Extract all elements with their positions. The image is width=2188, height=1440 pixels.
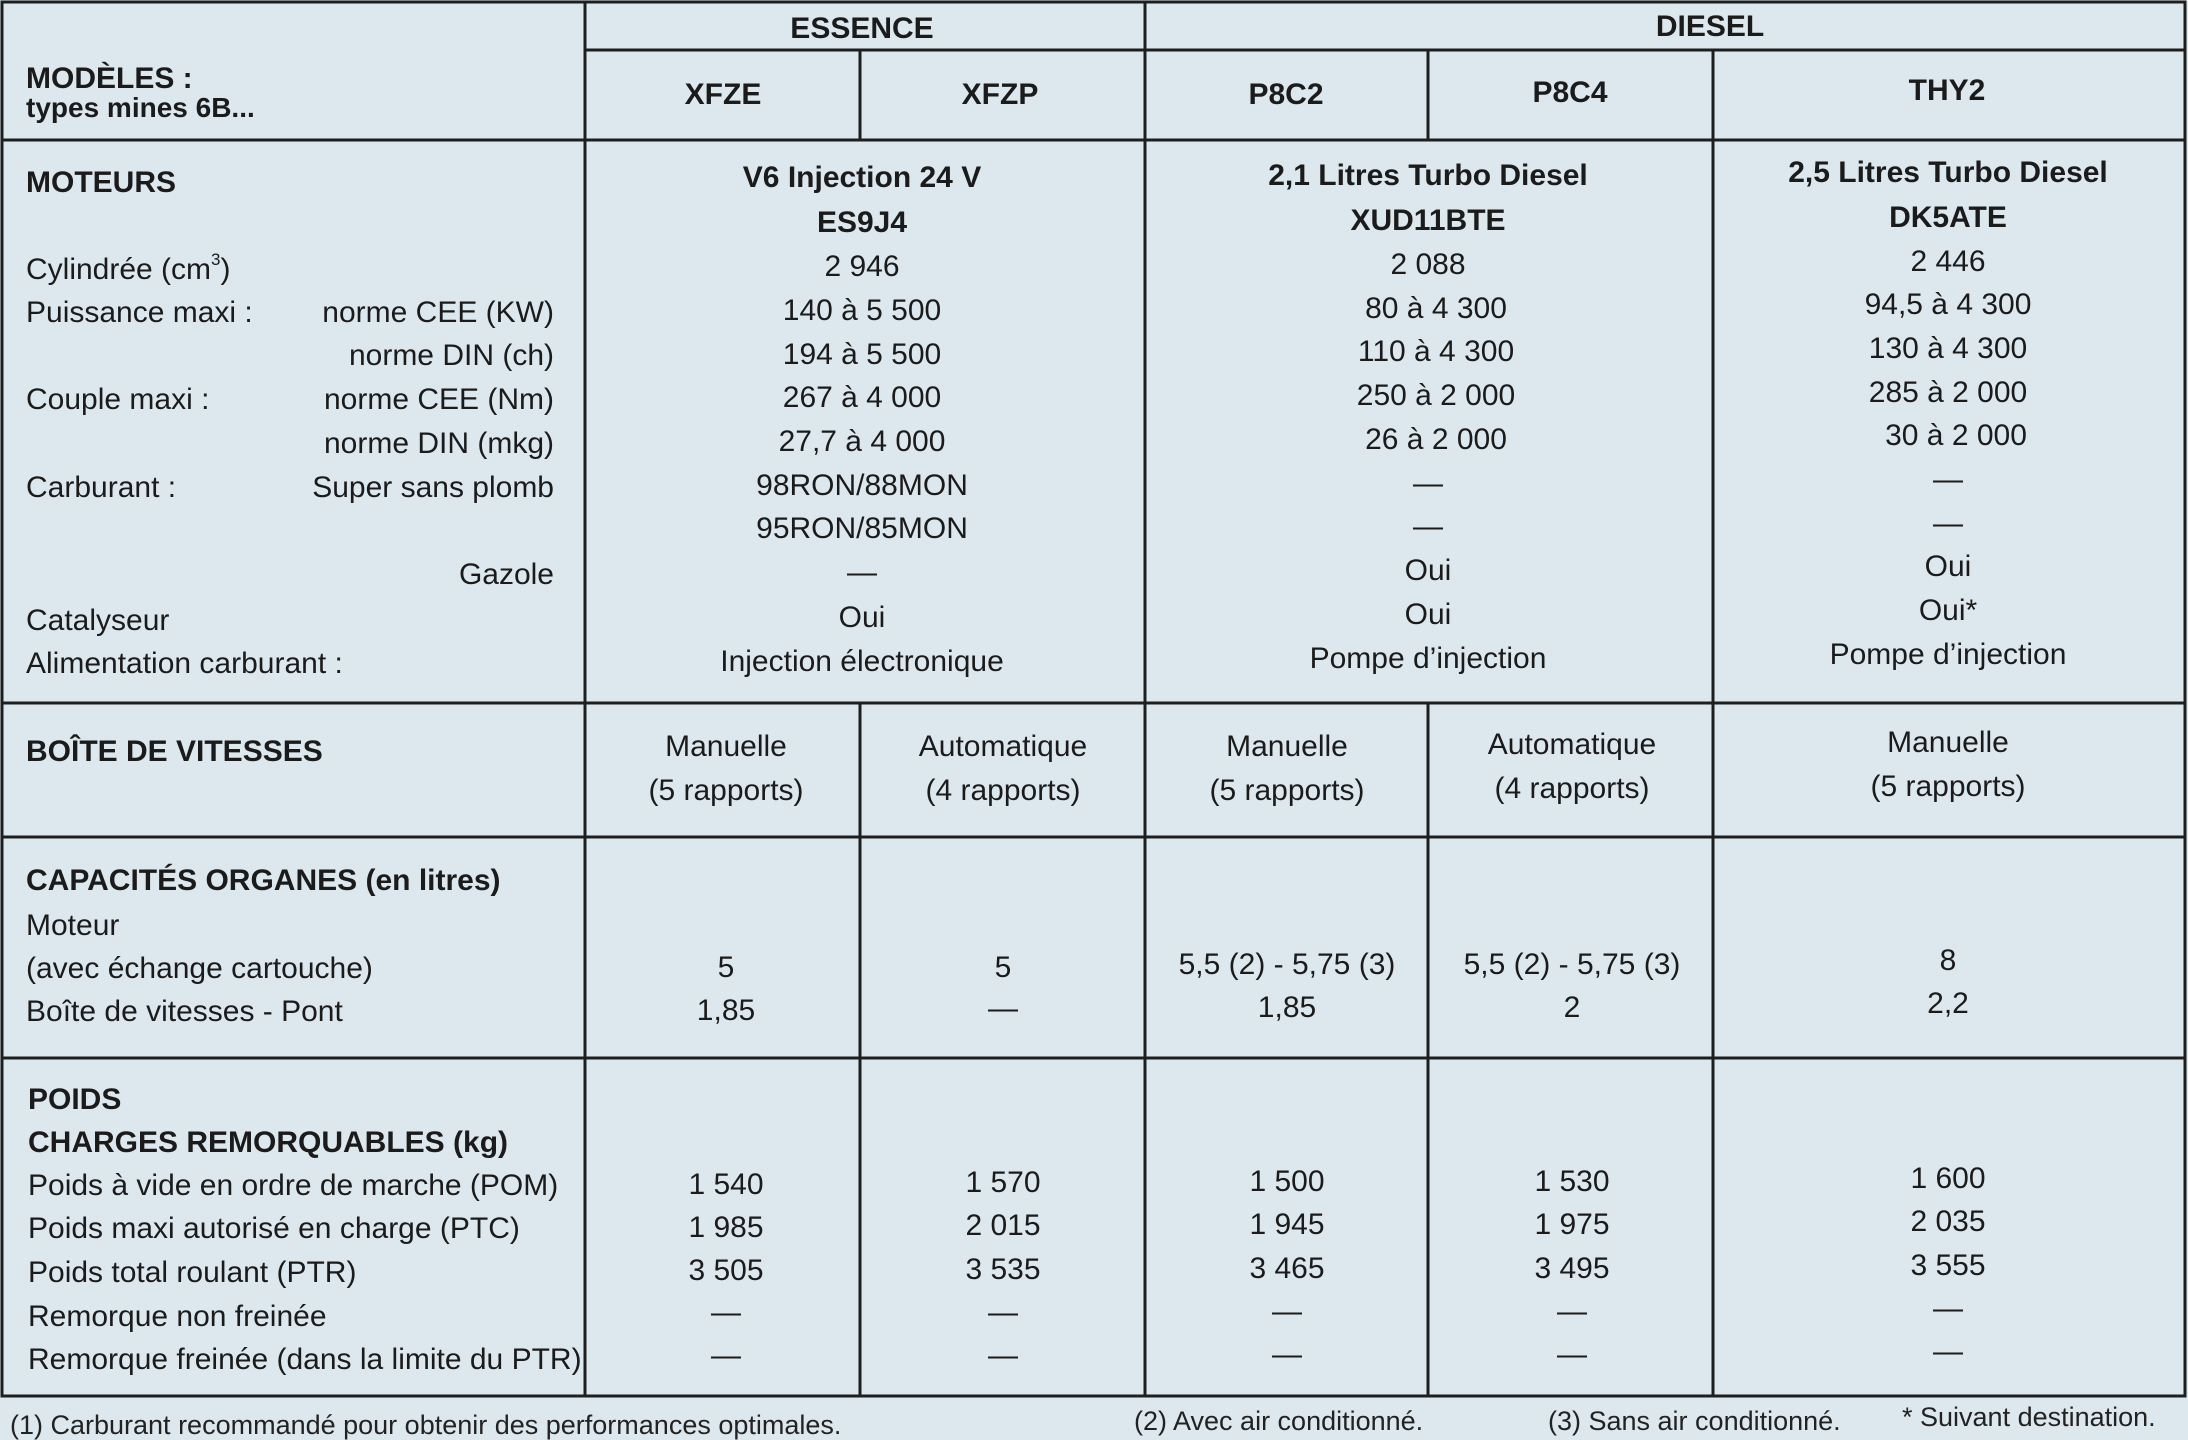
footnote-4: * Suivant destination. bbox=[1902, 1402, 2156, 1432]
label-gazole: Gazole bbox=[458, 558, 554, 591]
label-boite-pont: Boîte de vitesses - Pont bbox=[26, 995, 343, 1028]
group-essence-label: ESSENCE bbox=[790, 12, 934, 45]
td21-engine-name: 2,1 Litres Turbo Diesel bbox=[1268, 159, 1588, 192]
td21-gazole: Oui bbox=[1404, 554, 1452, 587]
td21-cylindree: 2 088 bbox=[1390, 248, 1466, 281]
group-diesel-label: DIESEL bbox=[1655, 10, 1765, 43]
label-pom: Poids à vide en ordre de marche (POM) bbox=[28, 1169, 559, 1202]
pom-xfzp: 1 570 bbox=[965, 1166, 1041, 1199]
td25-alimentation: Pompe d’injection bbox=[1829, 638, 2067, 671]
models-label: MODÈLES : bbox=[26, 62, 193, 95]
pom-thy2: 1 600 bbox=[1910, 1162, 1986, 1195]
td25-catalyseur: Oui* bbox=[1918, 594, 1978, 627]
label-remorque-non-freinee: Remorque non freinée bbox=[28, 1300, 327, 1333]
td25-cee-nm: 285 à 2 000 bbox=[1868, 376, 2028, 409]
v6-engine-name: V6 Injection 24 V bbox=[742, 161, 982, 194]
cap-moteur-p8c2: 5,5 (2) - 5,75 (3) bbox=[1178, 948, 1396, 981]
td21-super-2: — bbox=[1413, 510, 1443, 543]
cap-boite-p8c4: 2 bbox=[1563, 991, 1581, 1024]
td21-catalyseur: Oui bbox=[1404, 598, 1452, 631]
v6-cylindree: 2 946 bbox=[824, 250, 900, 283]
ptr-p8c4: 3 495 bbox=[1534, 1252, 1610, 1285]
label-cylindree: Cylindrée $(cm^3)$ bbox=[26, 250, 231, 286]
ptc-p8c2: 1 945 bbox=[1249, 1208, 1325, 1241]
rf-thy2: — bbox=[1933, 1335, 1963, 1368]
ptc-p8c4: 1 975 bbox=[1534, 1208, 1610, 1241]
rnf-xfzp: — bbox=[988, 1296, 1018, 1329]
gearbox-xfzp-type: Automatique bbox=[918, 730, 1088, 763]
ptc-thy2: 2 035 bbox=[1910, 1205, 1986, 1238]
v6-super-2: 95RON/85MON bbox=[756, 512, 968, 545]
cap-boite-xfze: 1,85 bbox=[696, 994, 756, 1027]
rnf-thy2: — bbox=[1933, 1292, 1963, 1325]
rnf-p8c4: — bbox=[1557, 1295, 1587, 1328]
v6-cee-nm: 267 à 4 000 bbox=[782, 381, 942, 414]
label-norme-din-mkg: norme DIN (mkg) bbox=[323, 427, 554, 460]
cap-moteur-xfzp: 5 bbox=[994, 951, 1012, 984]
label-norme-cee-nm: norme CEE (Nm) bbox=[323, 383, 554, 416]
td21-din-mkg: 26 à 2 000 bbox=[1365, 423, 1507, 456]
ptr-thy2: 3 555 bbox=[1910, 1249, 1986, 1282]
label-puissance: Puissance maxi : bbox=[26, 296, 253, 329]
ptr-xfze: 3 505 bbox=[688, 1254, 764, 1287]
gearbox-p8c4-type: Automatique bbox=[1487, 728, 1657, 761]
label-carburant: Carburant : bbox=[26, 471, 177, 504]
td21-engine-code: XUD11BTE bbox=[1350, 204, 1506, 237]
td25-engine-code: DK5ATE bbox=[1889, 201, 2007, 234]
v6-engine-code: ES9J4 bbox=[816, 206, 908, 239]
label-moteur: Moteur bbox=[26, 909, 120, 942]
ptr-p8c2: 3 465 bbox=[1249, 1252, 1325, 1285]
rf-xfze: — bbox=[711, 1339, 741, 1372]
label-super-sans-plomb: Super sans plomb bbox=[312, 471, 554, 504]
ptr-xfzp: 3 535 bbox=[965, 1253, 1041, 1286]
rnf-xfze: — bbox=[711, 1296, 741, 1329]
v6-din-mkg: 27,7 à 4 000 bbox=[778, 425, 946, 458]
label-norme-cee-kw: norme CEE (KW) bbox=[322, 296, 554, 329]
label-remorque-freinee: Remorque freinée (dans la limite du PTR) bbox=[28, 1343, 582, 1376]
gearbox-thy2-type: Manuelle bbox=[1887, 726, 2009, 759]
cap-moteur-p8c4: 5,5 (2) - 5,75 (3) bbox=[1463, 948, 1681, 981]
td25-cylindree: 2 446 bbox=[1910, 245, 1986, 278]
footnote-1: (1) Carburant recommandé pour obtenir des performances optimales. bbox=[10, 1410, 842, 1440]
label-alimentation: Alimentation carburant : bbox=[26, 647, 343, 680]
cap-boite-thy2: 2,2 bbox=[1927, 987, 1969, 1020]
v6-super-1: 98RON/88MON bbox=[756, 469, 968, 502]
label-norme-din-ch: norme DIN (ch) bbox=[348, 339, 554, 372]
td21-super-1: — bbox=[1413, 467, 1443, 500]
gearbox-p8c4-ratios: (4 rapports) bbox=[1494, 772, 1650, 805]
section-engines-label: MOTEURS bbox=[26, 166, 176, 199]
td21-cee-kw: 80 à 4 300 bbox=[1365, 292, 1507, 325]
label-moteur-cartouche: (avec échange cartouche) bbox=[26, 952, 373, 985]
label-catalyseur: Catalyseur bbox=[26, 604, 170, 637]
section-towing-label: CHARGES REMORQUABLES (kg) bbox=[28, 1126, 509, 1159]
model-xfze: XFZE bbox=[684, 78, 762, 111]
gearbox-p8c2-type: Manuelle bbox=[1226, 730, 1348, 763]
model-p8c4: P8C4 bbox=[1532, 76, 1608, 109]
ptc-xfze: 1 985 bbox=[688, 1211, 764, 1244]
cap-boite-xfzp: — bbox=[988, 992, 1018, 1025]
td25-super-2: — bbox=[1933, 507, 1963, 540]
model-p8c2: P8C2 bbox=[1248, 78, 1324, 111]
rf-p8c4: — bbox=[1557, 1338, 1587, 1371]
rf-p8c2: — bbox=[1272, 1338, 1302, 1371]
rnf-p8c2: — bbox=[1272, 1295, 1302, 1328]
v6-catalyseur: Oui bbox=[838, 601, 886, 634]
pom-xfze: 1 540 bbox=[688, 1168, 764, 1201]
ptc-xfzp: 2 015 bbox=[965, 1209, 1041, 1242]
td25-super-1: — bbox=[1933, 463, 1963, 496]
model-thy2: THY2 bbox=[1908, 74, 1986, 107]
td21-alimentation: Pompe d’injection bbox=[1309, 642, 1547, 675]
v6-din-ch: 194 à 5 500 bbox=[782, 338, 942, 371]
td21-din-ch: 110 à 4 300 bbox=[1357, 335, 1515, 368]
rf-xfzp: — bbox=[988, 1339, 1018, 1372]
v6-alimentation: Injection électronique bbox=[720, 645, 1004, 678]
pom-p8c4: 1 530 bbox=[1534, 1165, 1610, 1198]
td25-din-mkg: 30 à 2 000 bbox=[1885, 419, 2027, 452]
section-gearbox-label: BOÎTE DE VITESSES bbox=[26, 735, 323, 768]
cap-moteur-thy2: 8 bbox=[1939, 944, 1957, 977]
td25-din-ch: 130 à 4 300 bbox=[1868, 332, 2028, 365]
gearbox-xfze-type: Manuelle bbox=[665, 730, 787, 763]
footnote-3: (3) Sans air conditionné. bbox=[1548, 1406, 1841, 1436]
gearbox-xfzp-ratios: (4 rapports) bbox=[925, 774, 1081, 807]
label-ptc: Poids maxi autorisé en charge (PTC) bbox=[28, 1212, 520, 1245]
cap-boite-p8c2: 1,85 bbox=[1257, 991, 1317, 1024]
section-weights-label: POIDS bbox=[28, 1083, 122, 1116]
td25-gazole: Oui bbox=[1924, 550, 1972, 583]
pom-p8c2: 1 500 bbox=[1249, 1165, 1325, 1198]
v6-gazole: — bbox=[847, 556, 877, 589]
label-ptr: Poids total roulant (PTR) bbox=[28, 1256, 357, 1289]
cap-moteur-xfze: 5 bbox=[717, 951, 735, 984]
label-couple: Couple maxi : bbox=[26, 383, 210, 416]
td25-engine-name: 2,5 Litres Turbo Diesel bbox=[1788, 156, 2108, 189]
models-sublabel: types mines 6B... bbox=[26, 92, 255, 123]
td25-cee-kw: 94,5 à 4 300 bbox=[1864, 288, 2032, 321]
footnote-2: (2) Avec air conditionné. bbox=[1134, 1406, 1424, 1436]
td21-cee-nm: 250 à 2 000 bbox=[1356, 379, 1516, 412]
gearbox-thy2-ratios: (5 rapports) bbox=[1870, 770, 2026, 803]
model-xfzp: XFZP bbox=[961, 78, 1039, 111]
v6-cee-kw: 140 à 5 500 bbox=[782, 294, 942, 327]
gearbox-p8c2-ratios: (5 rapports) bbox=[1209, 774, 1365, 807]
gearbox-xfze-ratios: (5 rapports) bbox=[648, 774, 804, 807]
section-capacities-label: CAPACITÉS ORGANES (en litres) bbox=[26, 864, 501, 897]
